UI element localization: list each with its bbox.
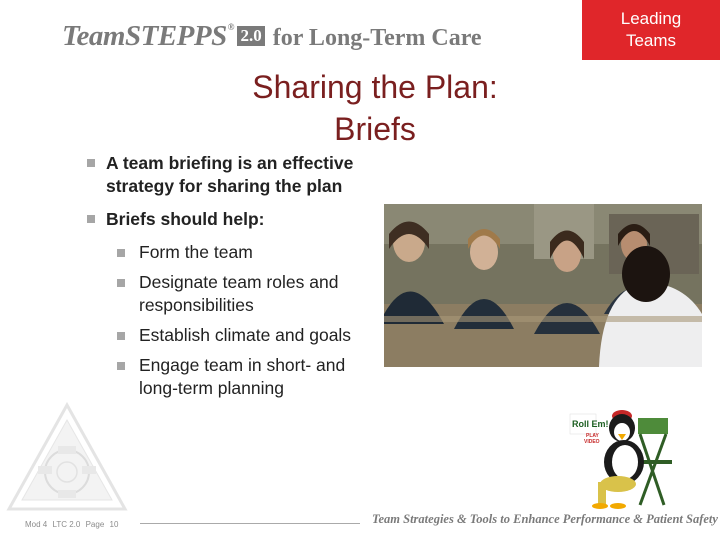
bullet-item [84, 208, 384, 231]
video-icon-label: Roll Em! [572, 419, 609, 429]
play-video-icon[interactable] [568, 400, 676, 510]
sub-bullet-text: Establish climate and goals [139, 325, 352, 345]
slide-title [190, 66, 560, 150]
footer-module: Mod 4 [25, 520, 48, 529]
logo-suffix: for Long-Term Care [272, 25, 482, 51]
bullet-square-icon [87, 215, 95, 223]
module-title-box [582, 0, 720, 60]
logo-registered-mark: ® [227, 22, 235, 32]
teamstepps-triangle-watermark [6, 402, 128, 512]
teamstepps-logo [62, 20, 482, 53]
slide-header [0, 0, 720, 68]
video-icon-play-label: PLAY [586, 433, 599, 439]
sub-bullet-text: Designate team roles and responsibilities [139, 272, 339, 315]
logo-brand: TeamSTEPPS [62, 20, 227, 52]
module-title-line2: Teams [625, 31, 677, 50]
logo-version-badge: 2.0 [237, 26, 264, 46]
footer-tagline: Team Strategies & Tools to Enhance Performance & Patient Safety [372, 512, 718, 526]
sub-bullet-item [115, 271, 384, 317]
footer-program: LTC 2.0 [52, 520, 81, 529]
sub-bullet-text: Engage team in short- and long-term planning [139, 355, 346, 398]
slide-footer-info [25, 520, 121, 529]
bullet-square-icon [117, 279, 125, 287]
bullet-square-icon [117, 332, 125, 340]
bullet-square-icon [117, 249, 125, 257]
sub-bullet-item [115, 354, 384, 400]
bullet-item [84, 152, 384, 198]
footer-divider [140, 523, 360, 524]
sub-bullet-text: Form the team [139, 242, 253, 262]
sub-bullet-item [115, 241, 384, 264]
video-icon-video-label: VIDEO [584, 439, 600, 445]
footer-page-number: 10 [109, 520, 119, 529]
footer-page-label: Page [85, 520, 105, 529]
module-title-line1: Leading [620, 9, 682, 28]
sub-bullet-item [115, 324, 384, 347]
team-briefing-photo [384, 204, 702, 367]
bullet-text: Briefs should help: [106, 209, 265, 229]
slide-title-line1: Sharing the Plan: [252, 69, 498, 105]
bullet-list [84, 152, 384, 407]
bullet-text: A team briefing is an effective strategy for sharing the plan [106, 153, 354, 196]
bullet-square-icon [87, 159, 95, 167]
slide-title-line2: Briefs [334, 111, 416, 147]
bullet-square-icon [117, 362, 125, 370]
